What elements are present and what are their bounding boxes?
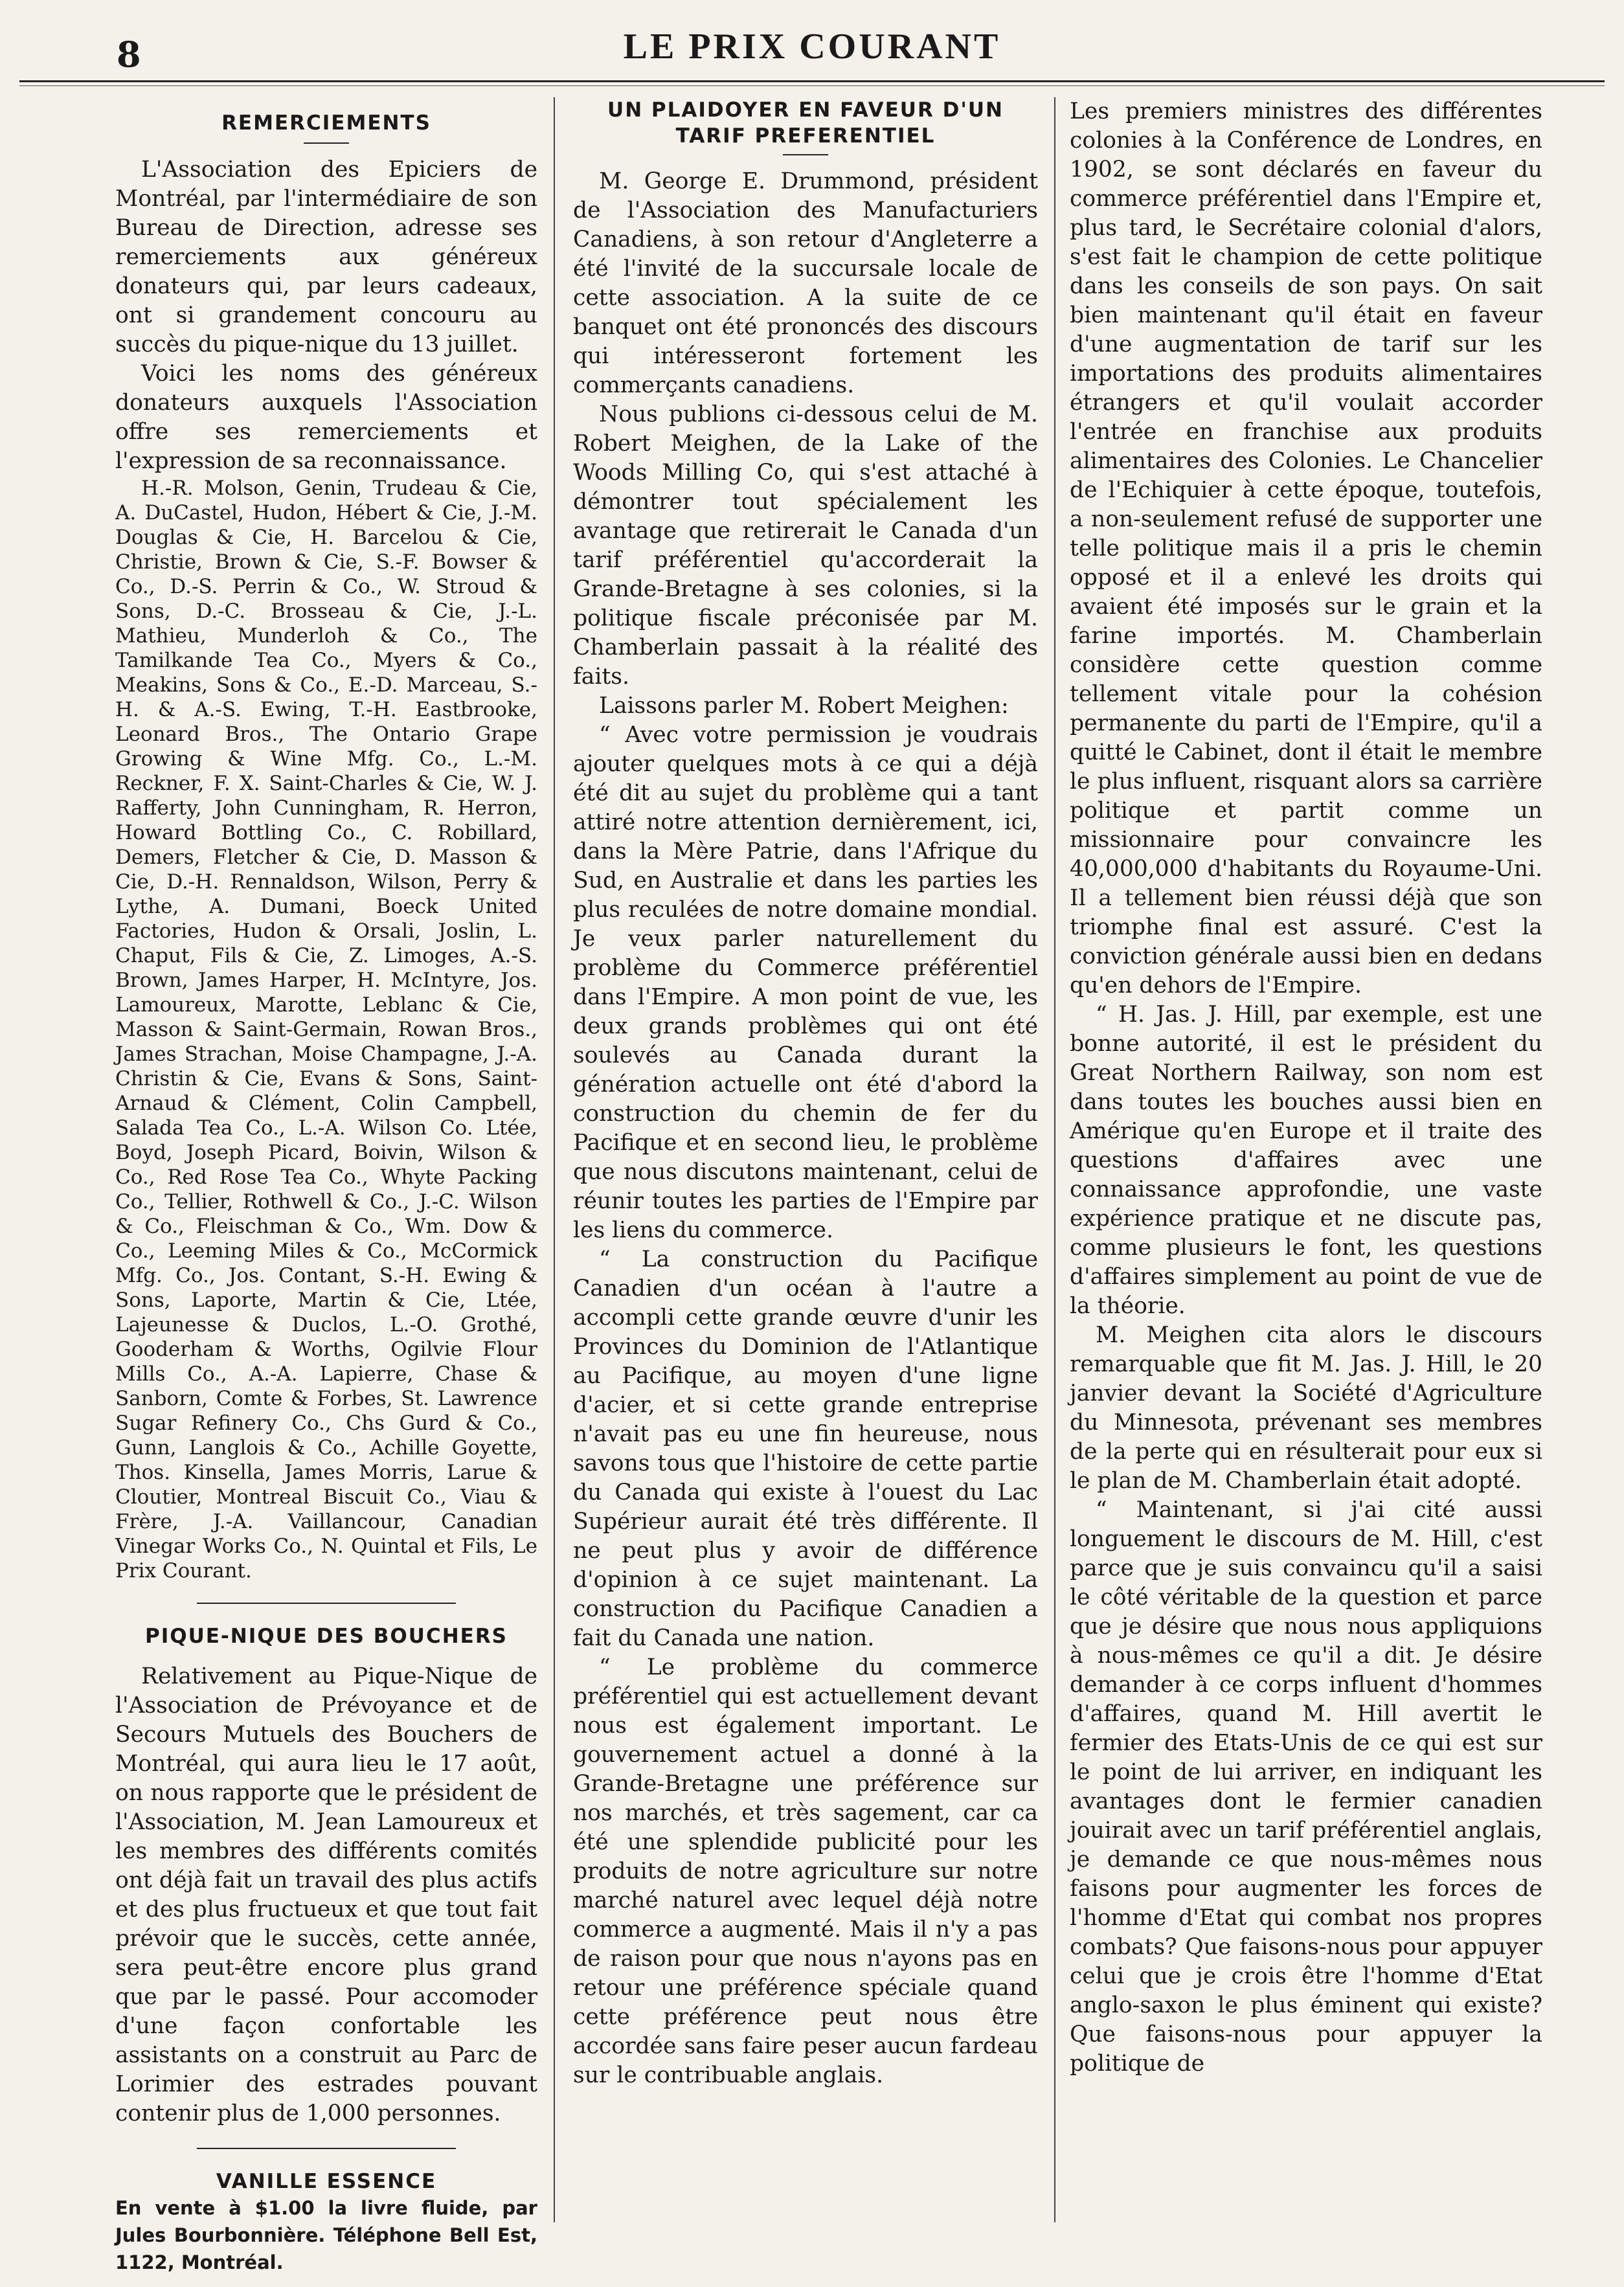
article-flow-continued — [1070, 97, 1542, 2079]
article-paragraph: M. Meighen cita alors le discours remarquable que fit M. Jas. J. Hill, le 20 janvier devant la Société d'Agriculture du Minnesota, prévenant ses membres de la perte qui en résulterait pour eux si le plan de M. Chamberlain était adopté. — [1070, 1322, 1542, 1494]
article-paragraph: “ La construction du Pacifique Canadien d'un océan à l'autre a accompli cette grande œuvre d'unir les Provinces du Dominion de l'Atlantique au Pacifique, au moyen d'une ligne d'acier, et si cette grande entreprise n'avait pas eu une fin heureuse, nous savons tous que l'histoire de cette partie du Canada qui existe à l'ouest du Lac Supérieur aurait été très différente. Il ne peut plus y avoir de différence d'opinion à ce sujet maintenant. La construction du Pacifique Canadien a fait du Canada une nation. — [573, 1246, 1038, 1651]
article-paragraph: “ H. Jas. J. Hill, par exemple, est une bonne autorité, il est le président du Great Northern Railway, son nom est dans toutes les bouches aussi bien en Amérique qu'en Europe et il traite des questions d'affaires avec une connaissance approfondie, une vaste expérience pratique et ne discute pas, comme plusieurs le font, les questions d'affaires simplement au point de vue de la théorie. — [1070, 1002, 1542, 1319]
remerciements-paragraph: Voici les noms des généreux donateurs auxquels l'Association offre ses remerciements et l'expression de sa reconnaissance. — [115, 361, 537, 474]
remerciements-heading: REMERCIEMENTS — [221, 111, 431, 135]
header-rule-thin — [19, 85, 1605, 86]
header-rule — [19, 80, 1605, 82]
pique-nique-paragraph: Relativement au Pique-Nique de l'Association de Prévoyance et de Secours Mutuels des Bouchers de Montréal, qui aura lieu le 17 août, on nous rapporte que le président de l'Association, M. Jean Lamoureux et les membres des différents comités ont déjà fait un travail des plus actifs et des plus fructueux et que tout fait prévoir que le succès, cette année, sera peut-être encore plus grand que par le passé. Pour accomoder d'une façon confortable les assistants on a construit au Parc de Lorimier des estrades pouvant contenir plus de 1,000 personnes. — [115, 1663, 537, 2126]
column-middle — [573, 97, 1038, 2248]
column-left — [115, 97, 537, 2273]
vanille-heading: VANILLE ESSENCE — [216, 2170, 437, 2193]
column-right — [1070, 97, 1542, 2248]
divider — [197, 2148, 456, 2149]
article-paragraph: “ Maintenant, si j'ai cité aussi longuement le discours de M. Hill, c'est parce que je suis convaincu qu'il a saisi le côté véritable de la question et parce que je désire que nous nous appliquions à nous-mêmes ce qu'il a dit. Je désire demander à ce corps influent d'hommes d'affaires, quand M. Hill avertit le fermier des Etats-Unis de ce qui est sur le point de lui arriver, en indiquant les avantages dont le fermier canadien jouirait avec un tarif préférentiel anglais, je demande ce que nous-mêmes nous faisons pour augmenter les forces de l'homme d'Etat qui combat nos propres combats? Que faisons-nous pour appuyer celui que je crois être l'homme d'Etat anglo-saxon le plus éminent qui existe? Que faisons-nous pour appuyer la politique de — [1070, 1497, 1542, 2077]
column-divider — [1054, 97, 1055, 2222]
article-paragraph: Nous publions ci-dessous celui de M. Robert Meighen, de la Lake of the Woods Milling Co, qui s'est attaché à démontrer tout spécialement les avantage que retirerait le Canada d'un tarif préférentiel qu'accorderait la Grande-Bretagne à ses colonies, si la politique fiscale préconisée par M. Chamberlain passait à la réalité des faits. — [573, 401, 1038, 690]
article-paragraph: M. George E. Drummond, président de l'Association des Manufacturiers Canadiens, à son retour d'Angleterre a été l'invité de la succursale locale de cette association. A la suite de ce banquet ont été prononcés des discours qui intéresseront fortement les commerçants canadiens. — [573, 168, 1038, 398]
pique-nique-heading: PIQUE-NIQUE DES BOUCHERS — [144, 1625, 508, 1648]
divider — [783, 154, 828, 155]
divider — [304, 142, 349, 144]
article-paragraph: Les premiers ministres des différentes colonies à la Conférence de Londres, en 1902, se sont déclarés en faveur du commerce préférentiel dans l'Empire et, plus tard, le Secrétaire colonial d'alors, s'est fait le champion de cette politique dans les conseils de son pays. On sait bien maintenant qu'il était en faveur d'une augmentation de tarif sur les importations des produits alimentaires étrangers et qu'il voulait accorder l'entrée en franchise aux produits alimentaires des Colonies. Le Chancelier de l'Echiquier à cette époque, toutefois, a non-seulement refusé de supporter une telle politique mais il a pris le chemin opposé et il a enlevé les droits qui avaient été imposés sur le grain et la farine importés. M. Chamberlain considère cette question comme tellement vitale pour la cohésion permanente du parti de l'Empire, qu'il a quitté le Cabinet, dont il était le membre le plus influent, risquant alors sa carrière politique et partit comme un missionnaire pour convaincre les 40,000,000 d'habitants du Royaume-Uni. Il a tellement bien réussi déjà que son triomphe final est assuré. C'est la conviction générale aussi bien en dedans qu'en dehors de l'Empire. — [1070, 98, 1542, 998]
donors-list: H.-R. Molson, Genin, Trudeau & Cie, A. DuCastel, Hudon, Hébert & Cie, J.-M. Douglas & Cie, H. Barcelou & Cie, Christie, Brown & Cie, S.-F. Bowser & Co., D.-S. Perrin & Co., W. Stroud & Sons, D.-C. Brosseau & Cie, J.-L. Mathieu, Munderloh & Co., The Tamilkande Tea Co., Myers & Co., Meakins, Sons & Co., E.-D. Marceau, S.-H. & A.-S. Ewing, T.-H. Eastbrooke, Leonard Bros., The Ontario Grape Growing & Wine Mfg. Co., L.-M. Reckner, F. X. Saint-Charles & Cie, W. J. Rafferty, John Cunningham, R. Herron, Howard Bottling Co., C. Robillard, Demers, Fletcher & Cie, D. Masson & Cie, D.-H. Rennaldson, Wilson, Perry & Lythe, A. Dumani, Boeck United Factories, Hudon & Orsali, Joslin, L. Chaput, Fils & Cie, Z. Limoges, A.-S. Brown, James Harper, H. McIntyre, Jos. Lamoureux, Marotte, Leblanc & Cie, Masson & Saint-Germain, Rowan Bros., James Strachan, Moise Champagne, J.-A. Christin & Cie, Evans & Sons, Saint-Arnaud & Clément, Colin Campbell, Salada Tea Co., L.-A. Wilson Co. Ltée, Boyd, Joseph Picard, Boivin, Wilson & Co., Red Rose Tea Co., Whyte Packing Co., Tellier, Rothwell & Co., J.-C. Wilson & Co., Fleischman & Co., Wm. Dow & Co., Leeming Miles & Co., McCormick Mfg. Co., Jos. Contant, S.-H. Ewing & Sons, Laporte, Martin & Cie, Ltée, Lajeunesse & Duclos, L.-O. Grothé, Gooderham & Worths, Ogilvie Flour Mills Co., A.-A. Lapierre, Chase & Sanborn, Comte & Forbes, St. Lawrence Sugar Refinery Co., Chs Gurd & Co., Gunn, Langlois & Co., Achille Goyette, Thos. Kinsella, James Morris, Larue & Cloutier, Montreal Biscuit Co., Viau & Frère, J.-A. Vaillancour, Canadian Vinegar Works Co., N. Quintal et Fils, Le Prix Courant. — [115, 477, 537, 1583]
vanille-text: En vente à $1.00 la livre fluide, par Jules Bourbonnière. Téléphone Bell Est, 1122, Montréal. — [115, 2197, 537, 2273]
divider — [197, 1603, 456, 1604]
page-number: 8 — [117, 34, 141, 75]
publication-title: LE PRIX COURANT — [623, 27, 1001, 67]
article-paragraph: Laissons parler M. Robert Meighen: — [599, 693, 1009, 719]
article-flow — [573, 167, 1038, 2090]
article-paragraph: “ Avec votre permission je voudrais ajouter quelques mots à ce qui a déjà été dit au sujet du problème qui a tant attiré notre attention dernièrement, ici, dans la Mère Patrie, dans l'Afrique du Sud, en Australie et dans les parties les plus reculées de notre domaine mondial. Je veux parler naturellement du problème du Commerce préférentiel dans l'Empire. A mon point de vue, les deux grands problèmes qui ont été soulevés au Canada durant la génération actuelle ont été d'abord la construction du chemin de fer du Pacifique et en second lieu, le problème que nous discutons maintenant, celui de réunir toutes les parties de l'Empire par les liens du commerce. — [573, 722, 1038, 1243]
article-paragraph: “ Le problème du commerce préférentiel qui est actuellement devant nous est également important. Le gouvernement actuel a donné à la Grande-Bretagne une préférence sur nos marchés, et très sagement, car ca été une splendide publicité pour les produits de notre agriculture sur notre marché naturel avec lequel déjà notre commerce a augmenté. Mais il n'y a pas de raison pour que nous n'ayons pas en retour une préférence spéciale quand cette préférence peut nous être accordée sans faire peser aucun fardeau sur le contribuable anglais. — [573, 1654, 1038, 2088]
plaidoyer-heading: UN PLAIDOYER EN FAVEUR D'UN TARIF PREFERENTIEL — [607, 98, 1004, 148]
column-divider — [554, 97, 555, 2222]
remerciements-paragraph: L'Association des Epiciers de Montréal, par l'intermédiaire de son Bureau de Direction, adresse ses remerciements aux généreux donateurs qui, par leurs cadeaux, ont si grandement concouru au succès du pique-nique du 13 juillet. — [115, 157, 537, 357]
